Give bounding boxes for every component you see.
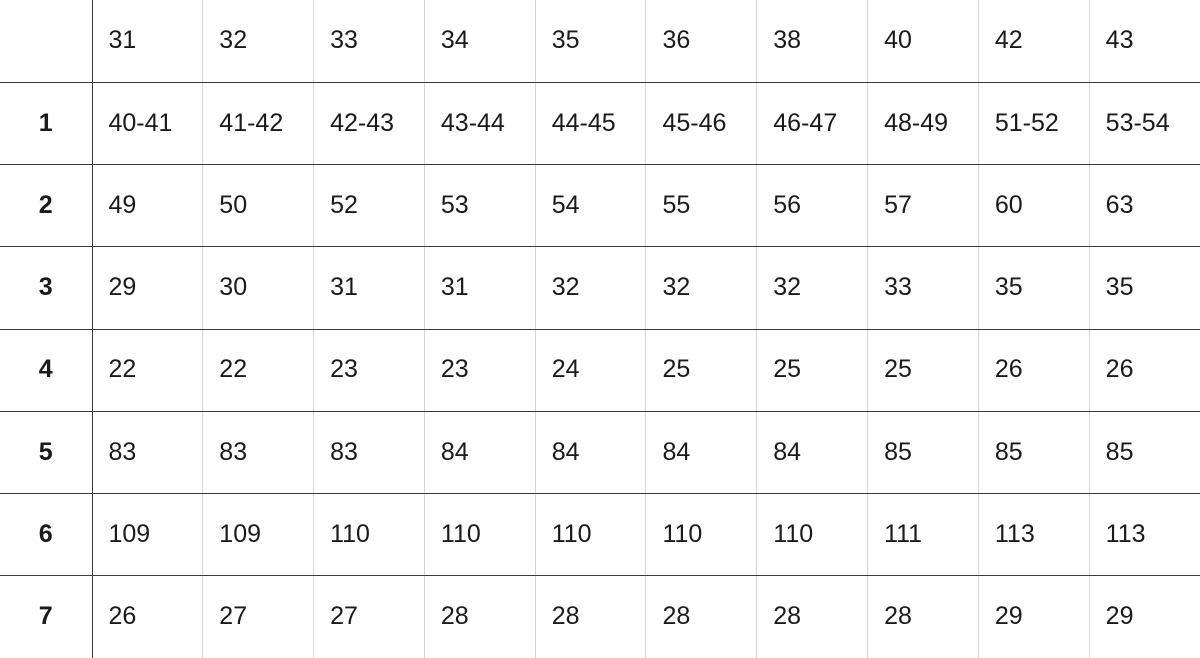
table-cell: 83 bbox=[314, 411, 425, 493]
column-header: 42 bbox=[978, 0, 1089, 82]
table-cell: 109 bbox=[92, 494, 203, 576]
column-header: 35 bbox=[535, 0, 646, 82]
table-cell: 42-43 bbox=[314, 82, 425, 164]
table-cell: 32 bbox=[535, 247, 646, 329]
table-cell: 35 bbox=[1089, 247, 1200, 329]
row-header: 2 bbox=[0, 165, 92, 247]
table-cell: 113 bbox=[1089, 494, 1200, 576]
table-cell: 113 bbox=[978, 494, 1089, 576]
table-cell: 41-42 bbox=[203, 82, 314, 164]
column-header: 34 bbox=[424, 0, 535, 82]
table-cell: 45-46 bbox=[646, 82, 757, 164]
table-cell: 26 bbox=[978, 329, 1089, 411]
table-cell: 33 bbox=[868, 247, 979, 329]
column-header: 40 bbox=[868, 0, 979, 82]
table-cell: 27 bbox=[314, 576, 425, 658]
table-cell: 110 bbox=[646, 494, 757, 576]
table-cell: 49 bbox=[92, 165, 203, 247]
table-cell: 25 bbox=[868, 329, 979, 411]
table-cell: 31 bbox=[424, 247, 535, 329]
row-header: 5 bbox=[0, 411, 92, 493]
table-cell: 28 bbox=[646, 576, 757, 658]
table-row bbox=[0, 165, 1200, 247]
table-header-row bbox=[0, 0, 1200, 82]
table-row bbox=[0, 411, 1200, 493]
table-cell: 56 bbox=[757, 165, 868, 247]
table-cell: 51-52 bbox=[978, 82, 1089, 164]
table-cell: 85 bbox=[978, 411, 1089, 493]
table-cell: 55 bbox=[646, 165, 757, 247]
table-cell: 57 bbox=[868, 165, 979, 247]
column-header: 33 bbox=[314, 0, 425, 82]
table-cell: 29 bbox=[1105, 602, 1134, 631]
table-cell: 28 bbox=[535, 576, 646, 658]
table-cell: 24 bbox=[535, 329, 646, 411]
table-cell: 29 bbox=[92, 247, 203, 329]
table-cell: 53-54 bbox=[1089, 82, 1200, 164]
table-cell: 83 bbox=[203, 411, 314, 493]
table-cell: 43-44 bbox=[424, 82, 535, 164]
row-header: 6 bbox=[0, 494, 92, 576]
column-header: 32 bbox=[203, 0, 314, 82]
table-cell: 28 bbox=[424, 576, 535, 658]
table-cell: 50 bbox=[203, 165, 314, 247]
table-cell: 30 bbox=[203, 247, 314, 329]
table-cell: 111 bbox=[868, 494, 979, 576]
table-cell: 32 bbox=[757, 247, 868, 329]
column-header: 31 bbox=[92, 0, 203, 82]
table-cell: 44-45 bbox=[535, 82, 646, 164]
table-cell: 40-41 bbox=[92, 82, 203, 164]
table-cell: 27 bbox=[203, 576, 314, 658]
column-header: 38 bbox=[757, 0, 868, 82]
table-cell: 26 bbox=[1089, 329, 1200, 411]
table-cell: 109 bbox=[203, 494, 314, 576]
table-cell: 110 bbox=[314, 494, 425, 576]
table-cell: 84 bbox=[757, 411, 868, 493]
table-cell: 84 bbox=[646, 411, 757, 493]
table-cell: 22 bbox=[92, 329, 203, 411]
table-row bbox=[0, 576, 1200, 658]
table-cell: 54 bbox=[535, 165, 646, 247]
table-cell: 84 bbox=[535, 411, 646, 493]
table-row bbox=[0, 329, 1200, 411]
row-header: 7 bbox=[0, 576, 92, 658]
table-cell: 28 bbox=[757, 576, 868, 658]
table-cell: 31 bbox=[314, 247, 425, 329]
row-header: 1 bbox=[0, 82, 92, 164]
column-header: 36 bbox=[646, 0, 757, 82]
table-cell: 85 bbox=[1089, 411, 1200, 493]
table-cell: 52 bbox=[314, 165, 425, 247]
table-row bbox=[0, 247, 1200, 329]
table-cell: 83 bbox=[92, 411, 203, 493]
table-cell: 23 bbox=[314, 329, 425, 411]
table-cell: 25 bbox=[646, 329, 757, 411]
table-cell: 22 bbox=[203, 329, 314, 411]
row-header: 4 bbox=[0, 329, 92, 411]
table-cell: 48-49 bbox=[868, 82, 979, 164]
table-cell: 63 bbox=[1089, 165, 1200, 247]
table-cell: 110 bbox=[757, 494, 868, 576]
row-header: 3 bbox=[0, 247, 92, 329]
table-cell: 25 bbox=[757, 329, 868, 411]
table-cell: 110 bbox=[535, 494, 646, 576]
table-cell: 85 bbox=[868, 411, 979, 493]
table-cell: 60 bbox=[978, 165, 1089, 247]
table-corner-cell bbox=[0, 0, 92, 82]
table-cell: 84 bbox=[424, 411, 535, 493]
table-cell: 29 bbox=[978, 576, 1089, 658]
table-cell: 53 bbox=[424, 165, 535, 247]
table-row bbox=[0, 494, 1200, 576]
table-cell: 26 bbox=[92, 576, 203, 658]
table-cell: 35 bbox=[978, 247, 1089, 329]
table-cell: 32 bbox=[646, 247, 757, 329]
table-cell: 110 bbox=[424, 494, 535, 576]
column-header: 43 bbox=[1089, 0, 1200, 82]
table-cell: 23 bbox=[424, 329, 535, 411]
table-row bbox=[0, 82, 1200, 164]
table-cell: 28 bbox=[868, 576, 979, 658]
table-cell: 46-47 bbox=[757, 82, 868, 164]
